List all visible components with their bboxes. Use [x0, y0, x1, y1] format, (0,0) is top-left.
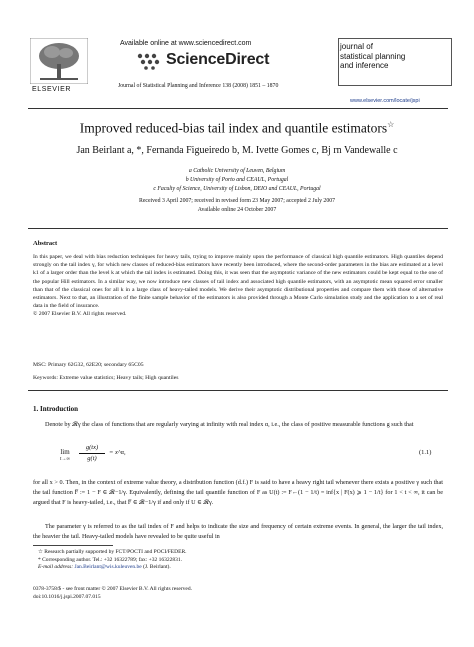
abstract-body — [33, 253, 443, 319]
article-title — [0, 120, 474, 137]
copyright-line: © 2007 Elsevier B.V. All rights reserved. — [33, 311, 127, 318]
issn-line: 0378-3758/$ - see front matter © 2007 Elsevier B.V. All rights reserved. — [33, 586, 192, 592]
eq-numerator: g(tx) — [85, 444, 99, 451]
intro-paragraph-1: Denote by 𝓡γ the class of functions that are regularly varying at infinity with real index α, i.e., the class of positive measurable functions g such that — [45, 421, 414, 428]
eq-rhs: = x^α, — [109, 449, 126, 456]
eq-lim: lim — [60, 448, 70, 456]
article-title-text: Improved reduced-bias tail index and quantile estimators — [79, 120, 388, 136]
affiliation-b: b University of Porto and CEAUL, Portugal — [185, 177, 289, 183]
journal-citation: Journal of Statistical Planning and Inference 138 (2008) 1851 – 1870 — [118, 83, 279, 89]
intro-paragraph-3: The parameter γ is referred to as the tail index of F and helps to indicate the size and frequency of certain extreme events. In general, the larger the tail index, the heavier the tail. Heavy-tailed models have revealed to be quite useful in — [33, 523, 443, 540]
email-label: E-mail address: — [38, 564, 75, 571]
affiliation-a: a Catholic University of Leuven, Belgium — [188, 168, 286, 174]
elsevier-tree-logo — [30, 38, 88, 84]
affiliations — [0, 167, 474, 194]
abstract-top-rule — [28, 228, 448, 229]
abstract-bottom-rule — [28, 390, 448, 391]
header-rule — [28, 108, 448, 109]
footnote-corresponding: * Corresponding author. Tel.: +32 16322789; fax: +32 16322831. — [38, 556, 182, 563]
received-dates: Received 3 April 2007; received in revised form 23 May 2007; accepted 2 July 2007 — [138, 198, 336, 204]
intro-paragraph-2: for all x > 0. Then, in the context of extreme value theory, a distribution function (d.f.) F is said to have a heavy right tail whenever there exists a positive γ such that the tail function F̅ := 1 − F ∈ 𝓡−1/γ. Equivalently, defining the tail quantile function of F as U(t) := F←(1 − 1/t) = inf{x | F(x) ⩾ 1 − 1/t} for 1 < t < ∞, it can be argued that F is heavy-tailed, i.e., that F̅ ∈ 𝓡−1/γ if and only if U ∈ 𝓡γ. — [33, 479, 443, 506]
article-dates — [0, 197, 474, 215]
author-list: Jan Beirlant a, *, Fernanda Figueiredo b, M. Ivette Gomes c, Bj rn Vandewalle c — [76, 145, 398, 156]
eq-fraction-bar — [79, 453, 105, 454]
footnote-rule — [33, 545, 113, 546]
journal-cover-title — [340, 42, 405, 71]
doi-line[interactable]: doi:10.1016/j.jspi.2007.07.015 — [33, 593, 101, 600]
eq-lim-sub: t→∞ — [60, 457, 70, 462]
email-owner: (J. Beirlant). — [141, 564, 171, 571]
section-heading-introduction: 1. Introduction — [33, 405, 78, 413]
eq-denominator: g(t) — [87, 455, 97, 462]
journal-url-link[interactable]: www.elsevier.com/locate/jspi — [350, 98, 420, 104]
title-footnote-mark[interactable]: ☆ — [387, 120, 395, 129]
footnote-email-line — [38, 564, 187, 572]
sciencedirect-dots-icon — [136, 52, 164, 70]
sciencedirect-brand: ScienceDirect — [166, 51, 270, 68]
article-identifiers — [33, 586, 192, 601]
available-online-text[interactable]: Available online at www.sciencedirect.com — [120, 40, 252, 47]
footnotes — [38, 549, 187, 572]
journal-title-line1: journal of — [340, 42, 373, 51]
journal-title-line3: and inference — [340, 61, 389, 70]
affiliation-c: c Faculty of Science, University of Lisbon, DEIO and CEAUL, Portugal — [153, 186, 321, 192]
msc-codes: MSC: Primary 62G32, 62E20; secondary 65C05 — [33, 362, 144, 368]
abstract-heading: Abstract — [33, 240, 58, 247]
journal-title-line2: statistical planning — [340, 51, 406, 61]
eq-number: (1.1) — [419, 449, 432, 456]
equation-1-1 — [55, 444, 445, 474]
elsevier-wordmark: ELSEVIER — [32, 86, 72, 93]
available-online-date: Available online 24 October 2007 — [197, 207, 277, 213]
abstract-text: In this paper, we deal with bias reduction techniques for heavy tails, trying to improve mainly upon the performance of classical high quantile estimators. High quantiles depend strongly on the tail index γ, for which new classes of reduced-bias estimators have recently been introduced, where the second-order parameters in the bias are estimated at a level k1 of a larger order than the level k at which the tail index is estimated. Doing this, it was seen that the asymptotic variance of the new estimators could be kept equal to the one of the popular Hill estimators. In a similar way, we now introduce new classes of tail index and associated high quantile estimators, with an asymptotic mean squared error smaller than that of the classical ones for all k in a large class of heavy-tailed models. We derive their asymptotic distributional properties and compare them with those of alternative estimators. Next to that, an illustration of the finite sample behavior of the estimators is also provided through a Monte Carlo simulation study and the application to a set of real data in the field of insurance. — [33, 254, 443, 310]
keywords: Keywords: Extreme value statistics; Heavy tails; High quantiles — [33, 375, 179, 381]
footnote-support: ☆ Research partially supported by FCT/POCTI and POCI/FEDER. — [38, 549, 187, 555]
author-email-link[interactable]: Jan.Beirlant@wis.kuleuven.be — [74, 564, 142, 571]
